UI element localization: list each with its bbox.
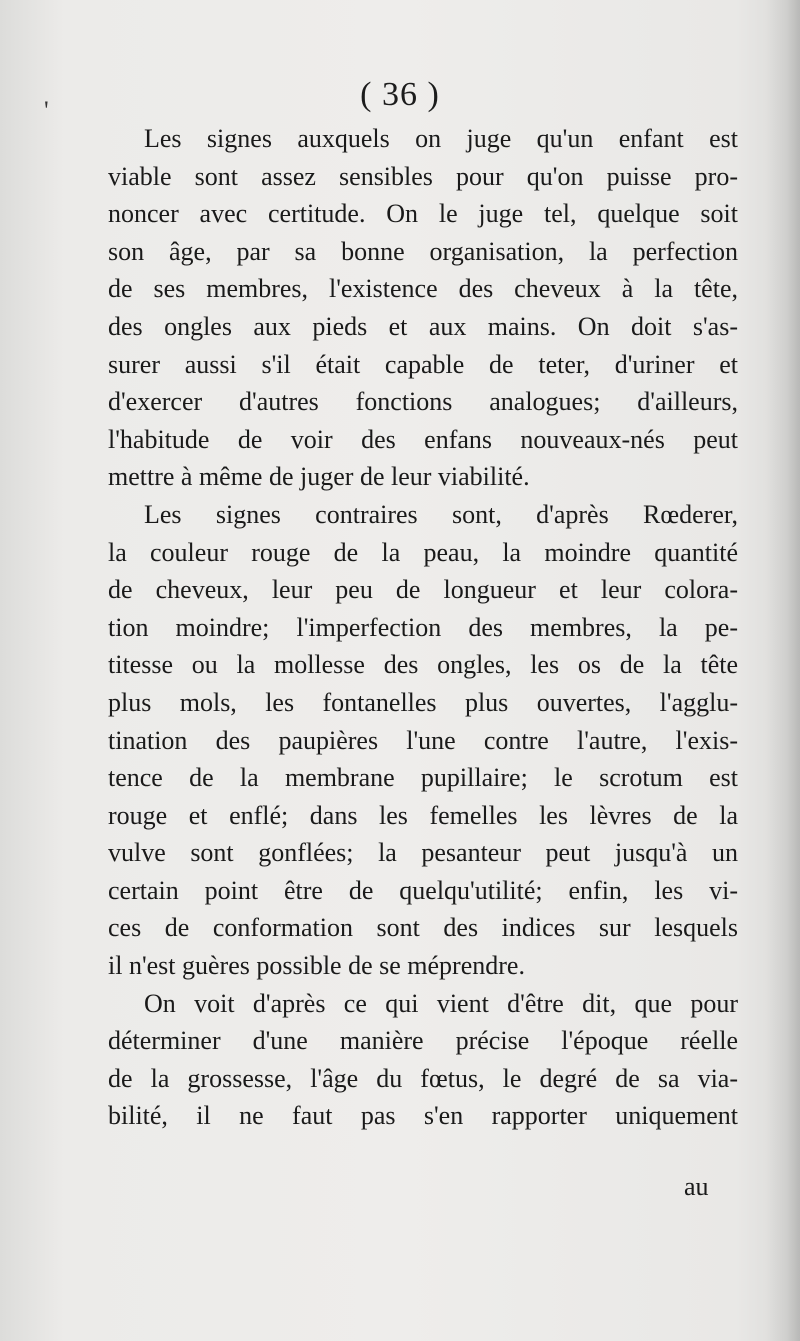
paragraph-2: [108, 496, 738, 985]
text-line: On voit d'après ce qui vient d'être dit, que pour: [144, 988, 738, 1018]
catchword: au: [684, 1172, 709, 1201]
margin-mark: ': [44, 96, 49, 125]
page-edge-shadow: [766, 0, 800, 1341]
text-line: tination des paupières l'une contre l'autre, l'exis-: [108, 725, 738, 755]
text-line: Les signes auxquels on juge qu'un enfant est: [144, 124, 738, 153]
text-line: viable sont assez sensibles pour qu'on puisse pro-: [108, 161, 738, 191]
text-line: d'exercer d'autres fonctions analogues; d'ailleurs,: [108, 387, 738, 417]
text-line: certain point être de quelqu'utilité; enfin, les vi-: [108, 875, 738, 905]
paragraph-3: [108, 985, 738, 1135]
text-line: des ongles aux pieds et aux mains. On doit s'as-: [108, 311, 738, 341]
page-number: ( 36 ): [360, 76, 440, 113]
text-line: tence de la membrane pupillaire; le scrotum est: [108, 763, 738, 793]
text-line: vulve sont gonflées; la pesanteur peut jusqu'à un: [108, 838, 738, 868]
text-line: de cheveux, leur peu de longueur et leur colora-: [108, 575, 738, 605]
text-line: il n'est guères possible de se méprendre.: [108, 951, 525, 981]
text-line: Les signes contraires sont, d'après Rœderer,: [144, 499, 738, 529]
text-line: déterminer d'une manière précise l'époque réelle: [108, 1026, 738, 1056]
text-line: de ses membres, l'existence des cheveux à la tête,: [108, 274, 738, 304]
text-line: plus mols, les fontanelles plus ouvertes, l'agglu-: [108, 687, 738, 717]
text-line: noncer avec certitude. On le juge tel, quelque soit: [108, 199, 738, 229]
text-line: la couleur rouge de la peau, la moindre quantité: [108, 537, 738, 567]
text-line: tion moindre; l'imperfection des membres, la pe-: [108, 612, 738, 642]
text-line: mettre à même de juger de leur viabilité.: [108, 462, 530, 492]
text-line: son âge, par sa bonne organisation, la perfection: [108, 236, 738, 266]
text-line: ces de conformation sont des indices sur lesquels: [108, 913, 738, 943]
body-text: [108, 120, 738, 1135]
text-line: l'habitude de voir des enfans nouveaux-nés peut: [108, 424, 738, 454]
text-line: bilité, il ne faut pas s'en rapporter uniquement: [108, 1101, 738, 1131]
text-line: titesse ou la mollesse des ongles, les os de la tête: [108, 650, 738, 680]
paragraph-1: [108, 120, 738, 496]
text-line: rouge et enflé; dans les femelles les lèvres de la: [108, 800, 738, 830]
text-line: de la grossesse, l'âge du fœtus, le degré de sa via-: [108, 1063, 738, 1093]
text-line: surer aussi s'il était capable de teter, d'uriner et: [108, 349, 738, 379]
